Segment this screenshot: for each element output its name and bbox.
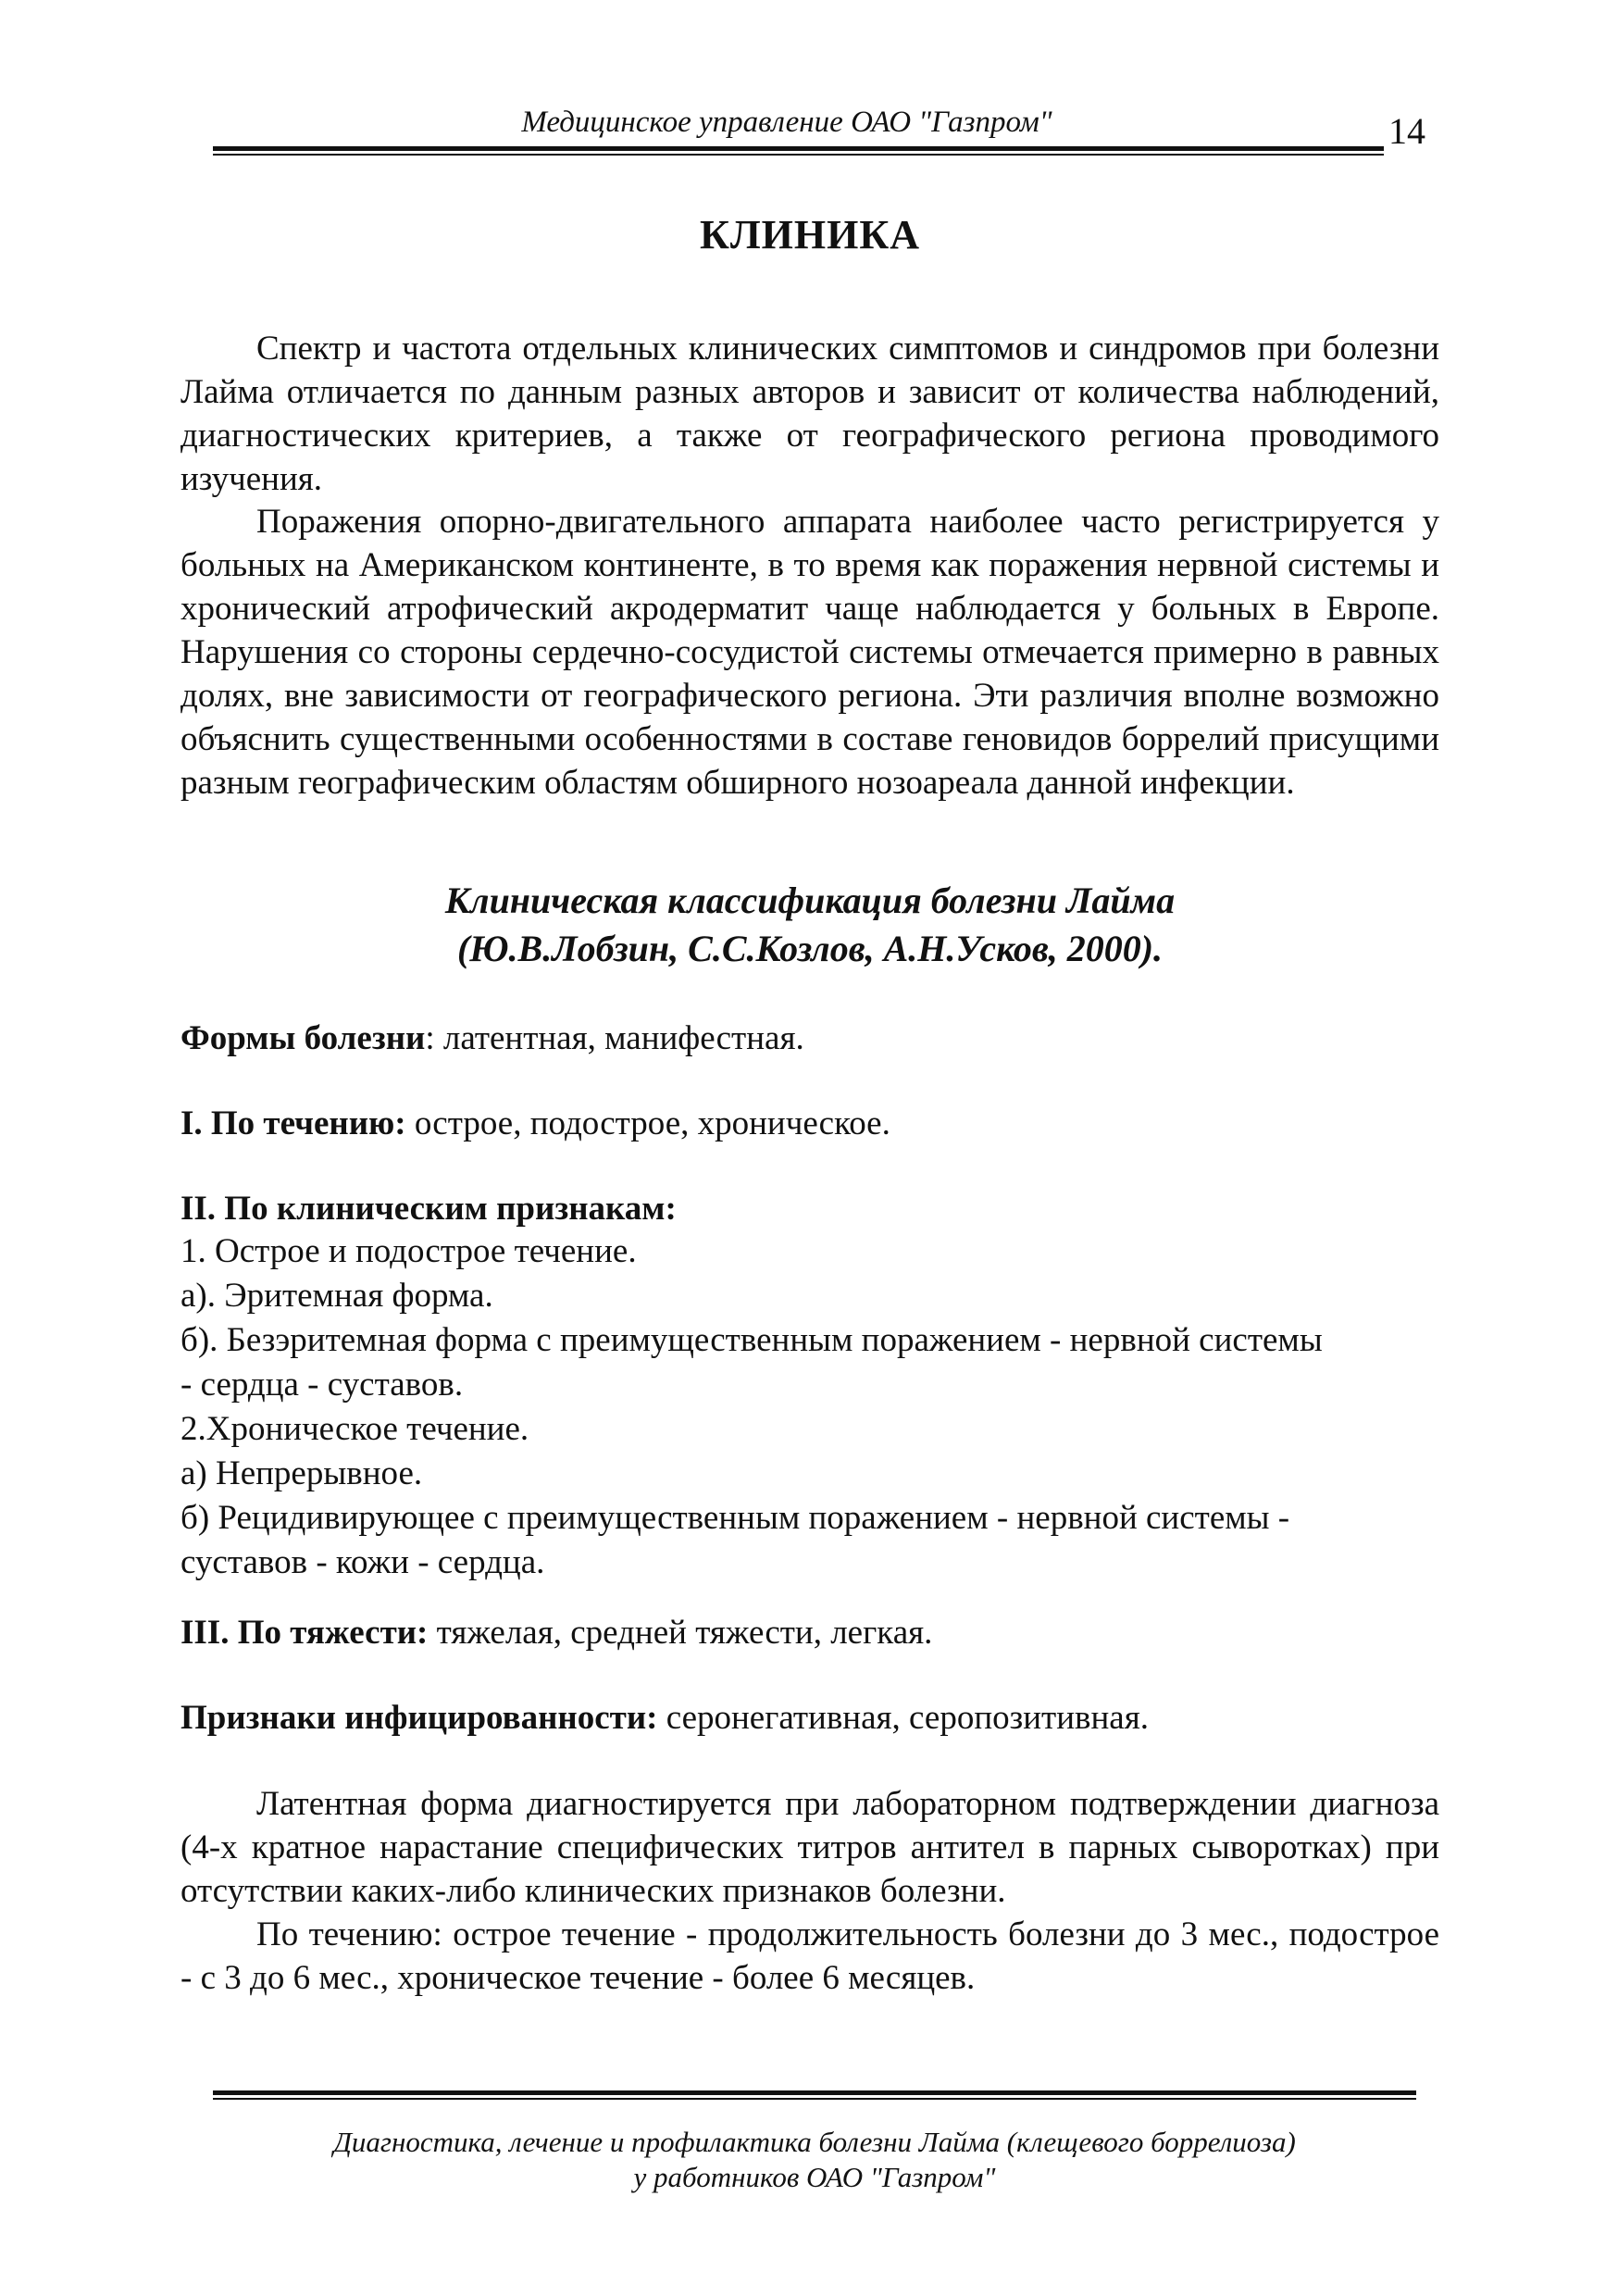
paragraph-2: Поражения опорно-двигательного аппарата наиболее часто регистрируется у больных на Американском континенте, в то время как поражения нервной системы и хронический атрофический акродерматит чаще наблюдается у больных в Европе. Нарушения со стороны сердечно-сосудистой системы отмечается примерно в равных долях, вне зависимости от географического региона. Эти различия вполне возможно объяснить существенными особенностями в составе геновидов боррелий присущими разным географическим областям обширного нозоареала данной инфекции. — [180, 503, 1439, 802]
list-item: б). Безэритемная форма с преимущественным поражением - нервной системы — [180, 1321, 1323, 1359]
footer-line1: Диагностика, лечение и профилактика болезни Лайма (клещевого боррелиоза) — [333, 2126, 1296, 2158]
list-item: б) Рецидивирующее с преимущественным поражением - нервной системы - — [180, 1499, 1290, 1537]
section-title: КЛИНИКА — [699, 212, 921, 257]
list-item: 1. Острое и подострое течение. — [180, 1232, 637, 1270]
closing-paragraph-1: Латентная форма диагностируется при лабораторном подтверждении диагноза (4-х кратное нарастание специфических титров антител в парных сыворотках) при отсутствии каких-либо клинических признаков болезни. — [180, 1785, 1439, 1910]
header-rule — [213, 146, 1384, 151]
footer — [213, 2125, 1416, 2195]
list-item: - сердца - суставов. — [180, 1366, 464, 1404]
severity-line — [180, 1611, 1458, 1654]
classification-title-line2: (Ю.В.Лобзин, С.С.Козлов, А.Н.Усков, 2000). — [456, 928, 1164, 969]
infection-text: серонегативная, серопозитивная. — [657, 1699, 1149, 1737]
list-item: а) Непрерывное. — [180, 1454, 423, 1492]
footer-line2: у работников ОАО "Газпром" — [633, 2161, 996, 2193]
paragraph-1: Спектр и частота отдельных клинических симптомов и синдромов при болезни Лайма отличается по данным разных авторов и зависит от количества наблюдений, диагностических критериев, а также от географического региона проводимого изучения. — [180, 330, 1439, 498]
page-number: 14 — [1388, 110, 1425, 152]
classification-title-line1: Клиническая классификация болезни Лайма — [444, 880, 1176, 921]
severity-label: III. По тяжести: — [180, 1614, 429, 1652]
infection-line — [180, 1696, 1458, 1740]
signs-list — [180, 1229, 1458, 1585]
course-label: I. По течению: — [180, 1104, 406, 1142]
forms-text: : латентная, манифестная. — [425, 1019, 804, 1057]
list-item: 2.Хроническое течение. — [180, 1410, 529, 1448]
closing-paragraph-2: По течению: острое течение - продолжительность болезни до 3 мес., подострое - с 3 до 6 мес., хроническое течение - более 6 месяцев. — [180, 1915, 1439, 1997]
list-item: а). Эритемная форма. — [180, 1277, 493, 1315]
course-text: острое, подострое, хроническое. — [405, 1104, 890, 1142]
signs-label: II. По клиническим признакам: — [180, 1190, 677, 1228]
footer-rule — [213, 2090, 1416, 2095]
list-item: суставов - кожи - сердца. — [180, 1543, 545, 1581]
header-title: Медицинское управление ОАО "Газпром" — [521, 106, 1052, 139]
header-rule-thin — [213, 154, 1384, 156]
course-line — [180, 1102, 1458, 1145]
infection-label: Признаки инфицированности: — [180, 1699, 658, 1737]
footer-rule-thin — [213, 2098, 1416, 2100]
severity-text: тяжелая, средней тяжести, легкая. — [428, 1614, 933, 1652]
forms-label: Формы болезни — [180, 1019, 426, 1057]
forms-line — [180, 1017, 1458, 1060]
